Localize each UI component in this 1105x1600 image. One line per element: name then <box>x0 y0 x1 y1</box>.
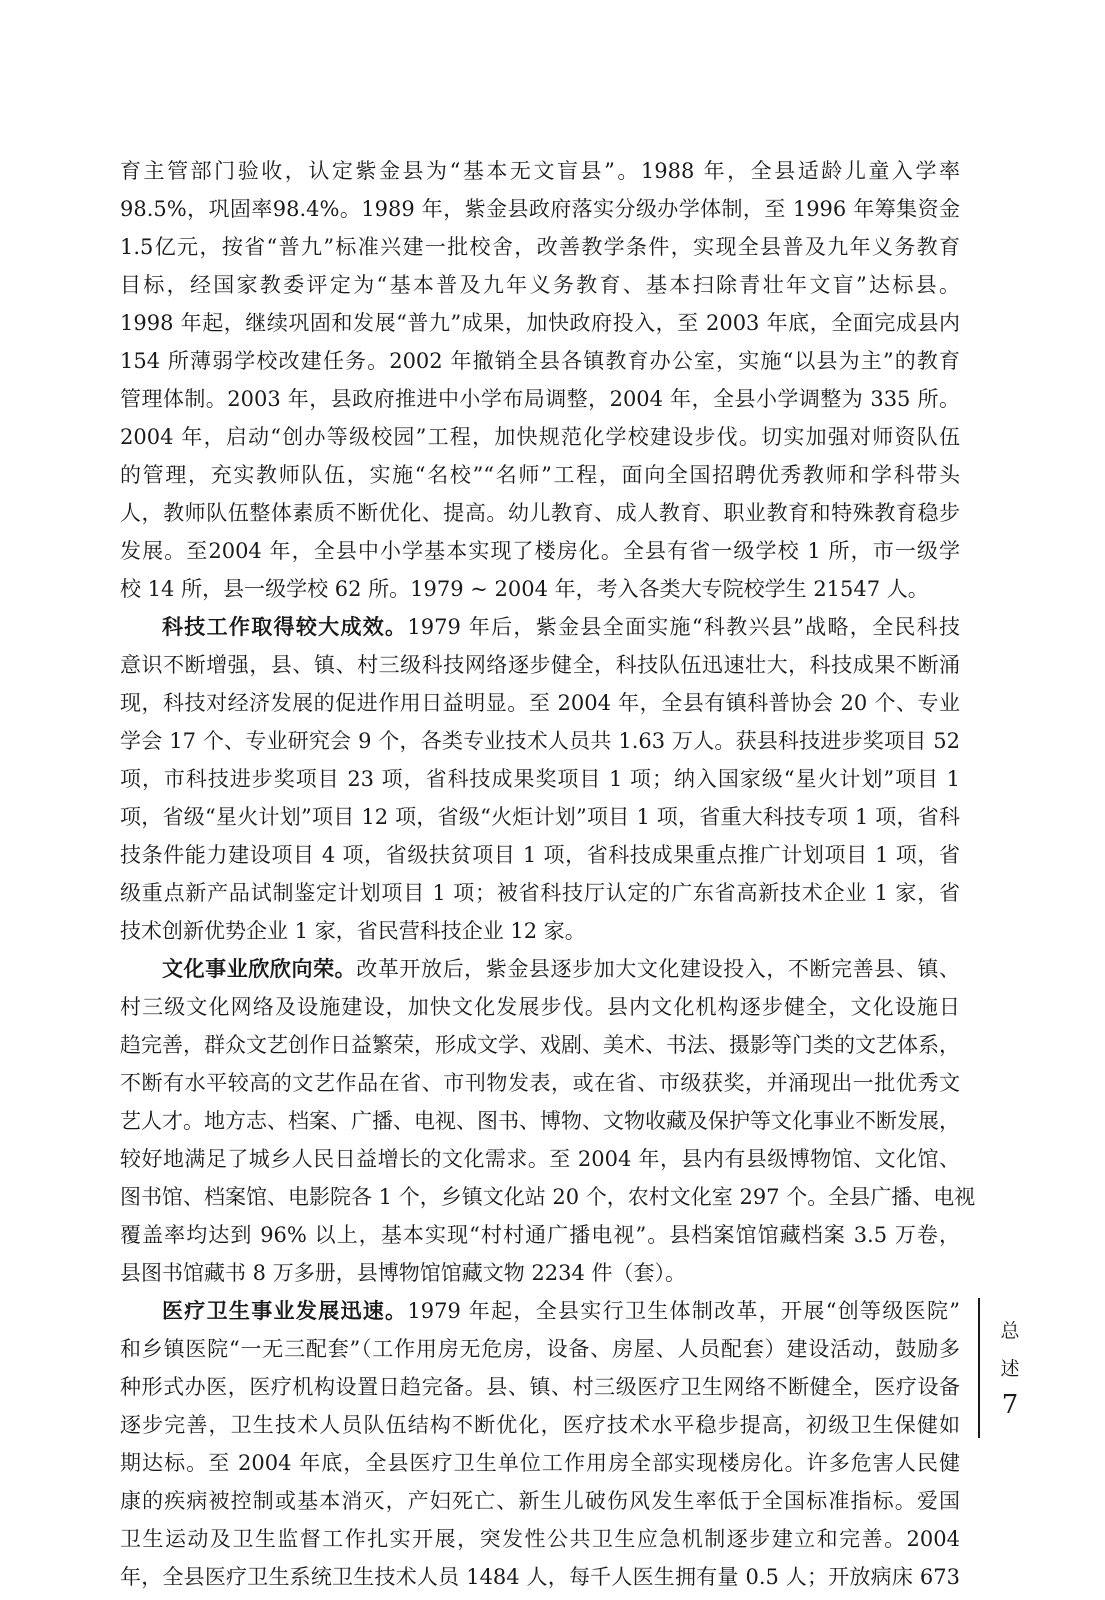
text-line: 种形式办医，医疗机构设置日趋完备。县、镇、村三级医疗卫生网络不断健全，医疗设备 <box>120 1375 960 1399</box>
text-line: 覆盖率均达到 96% 以上，基本实现“村村通广播电视”。县档案馆馆藏档案 3.5 万卷， <box>120 1223 960 1247</box>
text-line: 县图书馆藏书 8 万多册，县博物馆馆藏文物 2234 件（套）。 <box>120 1261 687 1285</box>
text-line: 98.5%，巩固率98.4%。1989 年，紫金县政府落实分级办学体制，至 1996 年筹集资金 <box>120 197 960 221</box>
paragraph-lead-culture: 文化事业欣欣向荣。 <box>162 957 357 981</box>
text-line: 艺人才。地方志、档案、广播、电视、图书、博物、文物收藏及保护等文化事业不断发展， <box>120 1109 960 1133</box>
paragraph-first-line <box>120 1292 960 1330</box>
text-line: 卫生运动及卫生监督工作扎实开展，突发性公共卫生应急机制逐步建立和完善。2004 <box>120 1527 960 1551</box>
text-line: 和乡镇医院“一无三配套”（工作用房无危房，设备、房屋、人员配套）建设活动，鼓励多 <box>120 1337 960 1361</box>
text-line: 校 14 所，县一级学校 62 所。1979 ~ 2004 年，考入各类大专院校学生 21547 人。 <box>120 577 929 601</box>
text-line: 较好地满足了城乡人民日益增长的文化需求。至 2004 年，县内有县级博物馆、文化馆、 <box>120 1147 960 1171</box>
text-line: 2004 年，启动“创办等级校园”工程，加快规范化学校建设步伐。切实加强对师资队伍 <box>120 425 960 449</box>
section-label-char: 述 <box>1000 1358 1020 1380</box>
paragraph-text: 改革开放后，紫金县逐步加大文化建设投入，不断完善县、镇、 <box>356 957 960 981</box>
paragraph-first-line <box>120 950 960 988</box>
text-line: 的管理，充实教师队伍，实施“名校”“名师”工程，面向全国招聘优秀教师和学科带头 <box>120 463 960 487</box>
text-line: 意识不断增强，县、镇、村三级科技网络逐步健全，科技队伍迅速壮大，科技成果不断涌 <box>120 653 960 677</box>
paragraph-first-line <box>120 608 960 646</box>
page-number: 7 <box>1001 1390 1019 1420</box>
section-label-char: 总 <box>1000 1320 1020 1342</box>
text-line: 管理体制。2003 年，县政府推进中小学布局调整，2004 年，全县小学调整为 335 所。 <box>120 387 960 411</box>
paragraph-lead-science: 科技工作取得较大成效。 <box>162 615 408 639</box>
text-line: 目标，经国家教委评定为“基本普及九年义务教育、基本扫除青壮年文盲”达标县。 <box>120 273 960 297</box>
text-line: 级重点新产品试制鉴定计划项目 1 项；被省科技厅认定的广东省高新技术企业 1 家，省 <box>120 881 960 905</box>
text-line: 康的疾病被控制或基本消灭，产妇死亡、新生儿破伤风发生率低于全国标准指标。爱国 <box>120 1489 960 1513</box>
text-line: 技术创新优势企业 1 家，省民营科技企业 12 家。 <box>120 919 586 943</box>
text-line: 项，省级“星火计划”项目 12 项，省级“火炬计划”项目 1 项，省重大科技专项 1 项，省科 <box>120 805 960 829</box>
text-line: 154 所薄弱学校改建任务。2002 年撤销全县各镇教育办公室，实施“以县为主”的教育 <box>120 349 960 373</box>
text-line: 育主管部门验收，认定紫金县为“基本无文盲县”。1988 年，全县适龄儿童入学率 <box>120 159 960 183</box>
page-body <box>120 152 976 1596</box>
paragraph-text: 1979 年后，紫金县全面实施“科教兴县”战略，全民科技 <box>407 615 961 639</box>
paragraph-lead-health: 医疗卫生事业发展迅速。 <box>162 1299 408 1323</box>
paragraph-text: 1979 年起，全县实行卫生体制改革，开展“创等级医院” <box>407 1299 961 1323</box>
text-line: 年，全县医疗卫生系统卫生技术人员 1484 人，每千人医生拥有量 0.5 人；开放病床 673 <box>120 1565 960 1589</box>
text-line: 项，市科技进步奖项目 23 项，省科技成果奖项目 1 项；纳入国家级“星火计划”项目 1 <box>120 767 960 791</box>
text-line: 技条件能力建设项目 4 项，省级扶贫项目 1 项，省科技成果重点推广计划项目 1 项，省 <box>120 843 960 867</box>
text-line: 发展。至2004 年，全县中小学基本实现了楼房化。全县有省一级学校 1 所，市一级学 <box>120 539 960 563</box>
text-line: 图书馆、档案馆、电影院各 1 个，乡镇文化站 20 个，农村文化室 297 个。全县广播、电视 <box>120 1185 976 1209</box>
text-line: 1998 年起，继续巩固和发展“普九”成果，加快政府投入，至 2003 年底，全面完成县内 <box>120 311 960 335</box>
text-line: 村三级文化网络及设施建设，加快文化发展步伐。县内文化机构逐步健全，文化设施日 <box>120 995 960 1019</box>
text-line: 1.5亿元，按省“普九”标准兴建一批校舍，改善教学条件，实现全县普及九年义务教育 <box>120 235 960 259</box>
text-line: 学会 17 个、专业研究会 9 个，各类专业技术人员共 1.63 万人。获县科技进步奖项目 52 <box>120 729 960 753</box>
text-line: 期达标。至 2004 年底，全县医疗卫生单位工作用房全部实现楼房化。许多危害人民健 <box>120 1451 960 1475</box>
text-line: 人，教师队伍整体素质不断优化、提高。幼儿教育、成人教育、职业教育和特殊教育稳步 <box>120 501 960 525</box>
margin-rule <box>978 1298 980 1438</box>
text-line: 现，科技对经济发展的促进作用日益明显。至 2004 年，全县有镇科普协会 20 个、专业 <box>120 691 960 715</box>
text-line: 不断有水平较高的文艺作品在省、市刊物发表，或在省、市级获奖，并涌现出一批优秀文 <box>120 1071 960 1095</box>
text-line: 逐步完善，卫生技术人员队伍结构不断优化，医疗技术水平稳步提高，初级卫生保健如 <box>120 1413 960 1437</box>
text-line: 趋完善，群众文艺创作日益繁荣，形成文学、戏剧、美术、书法、摄影等门类的文艺体系， <box>120 1033 960 1057</box>
